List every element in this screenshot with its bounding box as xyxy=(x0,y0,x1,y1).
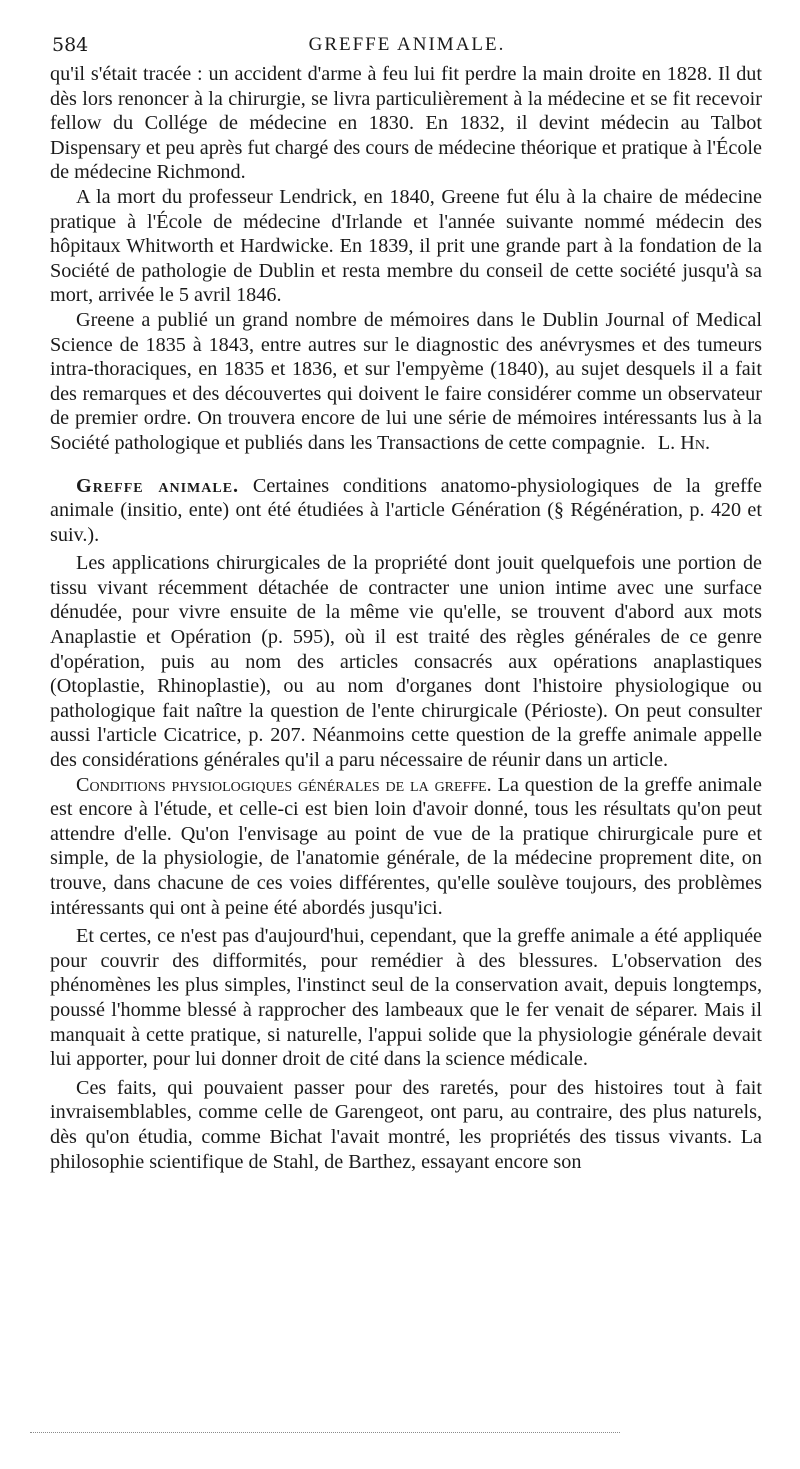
greene-paragraph-1: qu'il s'était tracée : un accident d'arme à feu lui fit perdre la main droite en 1828. Il dut dès lors renoncer à la chirurgie, se livra particulièrement à la médecine et se fit recevoir fellow du Collége de médecine en 1830. En 1832, il devint médecin au Talbot Dispensary et peu après fut chargé des cours de médecine théorique et pratique à l'École de médecine Richmond. xyxy=(50,63,762,184)
entry-heading: Greffe animale. xyxy=(76,474,240,497)
page-header xyxy=(52,30,762,60)
body-text xyxy=(50,62,762,1174)
faits-paragraph: Ces faits, qui pouvaient passer pour des raretés, pour des histoires tout à fait invraisemblables, comme celle de Garengeot, ont paru, au contraire, des plus naturels, dès qu'on étudia, comme Bichat l'avait montré, les propriétés des tissus vivants. La philosophie scientifique de Stahl, de Barthez, essayant encore son xyxy=(50,1076,762,1173)
entry-separator xyxy=(50,456,762,474)
greene-paragraph-2: A la mort du professeur Lendrick, en 1840, Greene fut élu à la chaire de médecine pratique à l'École de médecine d'Irlande et l'année suivante nommé médecin des hôpitaux Whitworth et Hardwicke. En 1839, il prit une grande part à la fondation de la Société de pathologie de Dublin et resta membre du conseil de cette société jusqu'à sa mort, arrivée le 5 avril 1846. xyxy=(50,185,762,307)
greene-paragraph-3: Greene a publié un grand nombre de mémoires dans le Dublin Journal of Medical Science de 1835 à 1843, entre autres sur le diagnostic des anévrysmes et des tumeurs intra-thoraciques, en 1835 et 1836, et sur l'empyème (1840), au sujet desquels il a fait des remarques et des découvertes qui doivent le faire considérer comme un observateur de premier ordre. On trouvera encore de lui une série de mémoires intéressants lus à la Société pathologique et publiés dans les Transactions de cette compagnie. xyxy=(50,308,762,454)
conditions-paragraph xyxy=(50,773,762,921)
conditions-text: La question de la greffe animale est encore à l'étude, et celle-ci est bien loin d'avoir donné, tous les résultats qu'on peut attendre d'elle. Qu'on l'envisage au point de vue de la pratique chirurgicale pure et simple, de la physiologie, de l'anatomie générale, de la médecine proprement dite, on trouve, dans chacune de ces voies différentes, qu'elle soulève toujours, des problèmes intéressants qui ont à peine été abordés jusqu'ici. xyxy=(50,773,762,919)
page-number: 584 xyxy=(52,34,89,56)
certes-paragraph: Et certes, ce n'est pas d'aujourd'hui, cependant, que la greffe animale a été appliquée pour couvrir des difformités, pour remédier à des blessures. L'observation des phénomènes les plus simples, l'instinct seul de la conservation avait, depuis longtemps, poussé l'homme blessé à rapprocher des lambeaux que le fer venait de séparer. Mais il manquait à cette pratique, si naturelle, l'appui solide que la physiologie générale devait lui apporter, pour lui donner droit de cité dans la science médicale. xyxy=(50,925,762,1071)
running-title: GREFFE ANIMALE. xyxy=(308,34,506,55)
greffe-intro-text: Certaines conditions anatomo-physiologiques de la greffe animale (insitio, ente) ont été étudiées à l'article Génération (§ Régénération, p. 420 et suiv.). xyxy=(50,474,763,546)
conditions-heading: Conditions physiologiques générales de la greffe. xyxy=(76,773,492,796)
applications-paragraph: Les applications chirurgicales de la propriété dont jouit quelquefois une portion de tissu vivant récemment détachée de contracter une union intime avec une surface dénudée, pour vivre ensuite de la même vie qu'elle, se trouvent d'abord aux mots Anaplastie et Opération (p. 595), où il est traité des règles générales de ce genre d'opération, puis au nom des articles consacrés aux opérations anaplastiques (Otoplastie, Rhinoplastie), ou au nom d'organes dont l'histoire physiologique ou pathologique fait naître la question de l'ente chirurgicale (Périoste). On peut consulter aussi l'article Cicatrice, p. 207. Néanmoins cette question de la greffe animale appelle des considérations générales qu'il a paru nécessaire de réunir dans un article. xyxy=(50,552,762,772)
author-signature: L. Hn. xyxy=(657,431,710,454)
footer-dotted-rule xyxy=(30,1432,620,1433)
greffe-intro-paragraph xyxy=(50,474,762,548)
